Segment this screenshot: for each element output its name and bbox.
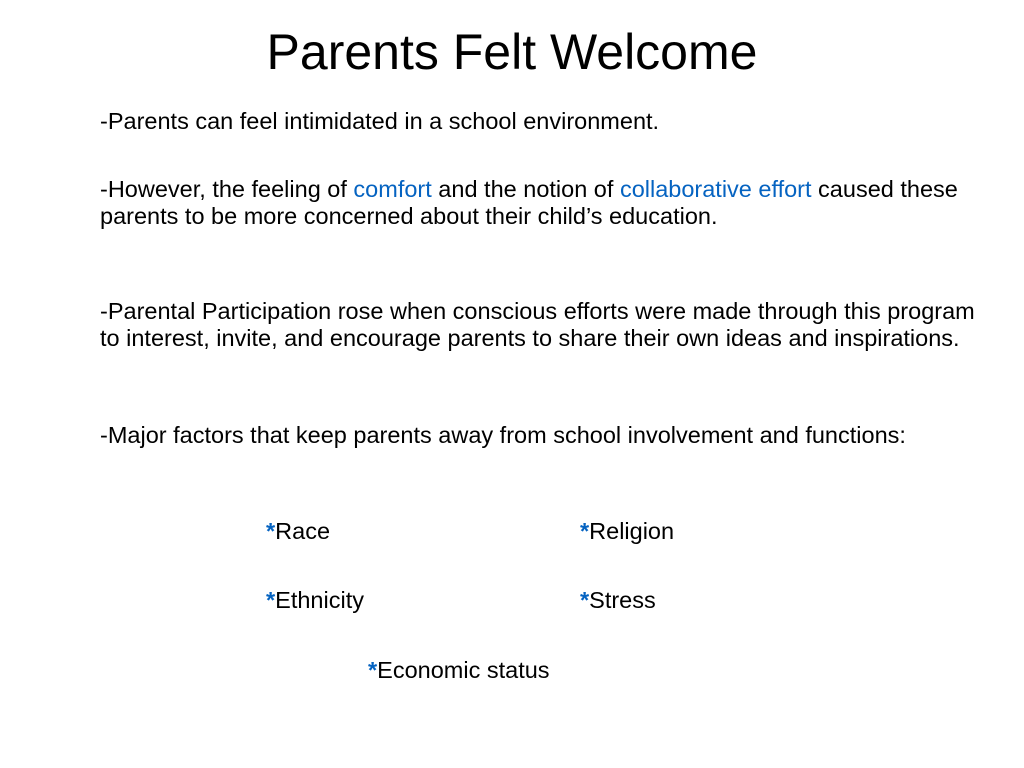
p2-text-middle: and the notion of (431, 176, 620, 202)
p2-text-after: caused these parents to be more concerned about their child’s education. (100, 176, 958, 229)
factor-label: Stress (589, 587, 656, 613)
paragraph-participation: -Parental Participation rose when conscious efforts were made through this program to interest, invite, and encourage parents to share their own ideas and inspirations. (100, 298, 975, 351)
bullet-star-icon: * (580, 587, 590, 613)
factor-race (266, 517, 330, 545)
slide-title: Parents Felt Welcome (266, 24, 758, 80)
paragraph-major-factors: -Major factors that keep parents away from school involvement and functions: (100, 422, 906, 448)
factor-label: Economic status (377, 657, 550, 683)
bullet-star-icon: * (266, 518, 276, 544)
factor-religion (580, 517, 674, 545)
factor-label: Religion (589, 518, 675, 544)
factor-economic-status (368, 656, 550, 684)
factor-stress (580, 586, 656, 614)
paragraph-comfort-collaboration (100, 176, 980, 230)
factor-label: Ethnicity (275, 587, 364, 613)
p2-text-before: -However, the feeling of (100, 176, 354, 202)
factor-label: Race (275, 518, 331, 544)
factor-ethnicity (266, 586, 364, 614)
paragraph-intimidated: -Parents can feel intimidated in a school environment. (100, 108, 660, 134)
bullet-star-icon: * (368, 657, 378, 683)
bullet-star-icon: * (266, 587, 276, 613)
highlight-comfort: comfort (353, 176, 432, 202)
highlight-collaborative-effort: collaborative effort (619, 176, 812, 202)
bullet-star-icon: * (580, 518, 590, 544)
